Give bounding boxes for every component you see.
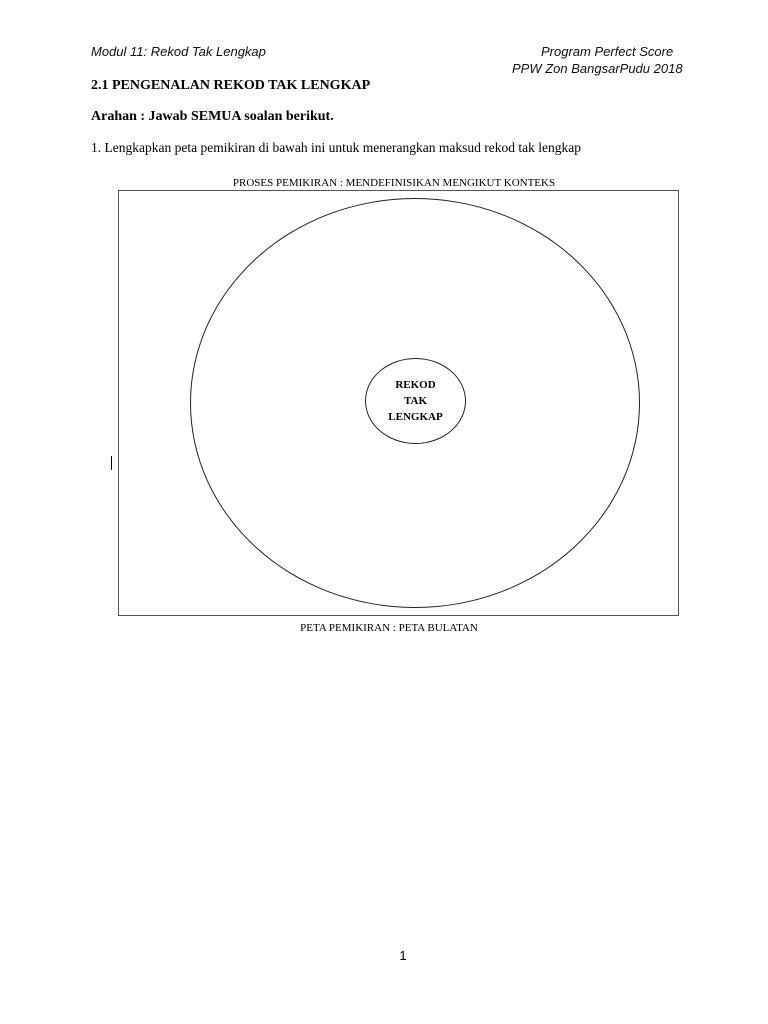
center-topic: [388, 377, 442, 425]
inner-circle: [365, 358, 466, 444]
header-module-title: Modul 11: Rekod Tak Lengkap: [91, 44, 266, 59]
process-caption: PROSES PEMIKIRAN : MENDEFINISIKAN MENGIKUT KONTEKS: [232, 177, 556, 189]
center-topic-line: REKOD: [395, 379, 436, 391]
text-cursor: [111, 456, 112, 470]
header-program-zone: PPW Zon BangsarPudu 2018: [512, 61, 683, 76]
center-topic-line: TAK: [403, 395, 428, 407]
instructions: Arahan : Jawab SEMUA soalan berikut.: [91, 109, 334, 124]
section-title: 2.1 PENGENALAN REKOD TAK LENGKAP: [91, 78, 371, 93]
map-caption: PETA PEMIKIRAN : PETA BULATAN: [300, 622, 478, 634]
question-1: 1. Lengkapkan peta pemikiran di bawah ini untuk menerangkan maksud rekod tak lengkap: [91, 140, 581, 155]
center-topic-line: LENGKAP: [388, 411, 443, 423]
page-number: 1: [399, 948, 407, 963]
header-program-name: Program Perfect Score: [541, 44, 674, 59]
